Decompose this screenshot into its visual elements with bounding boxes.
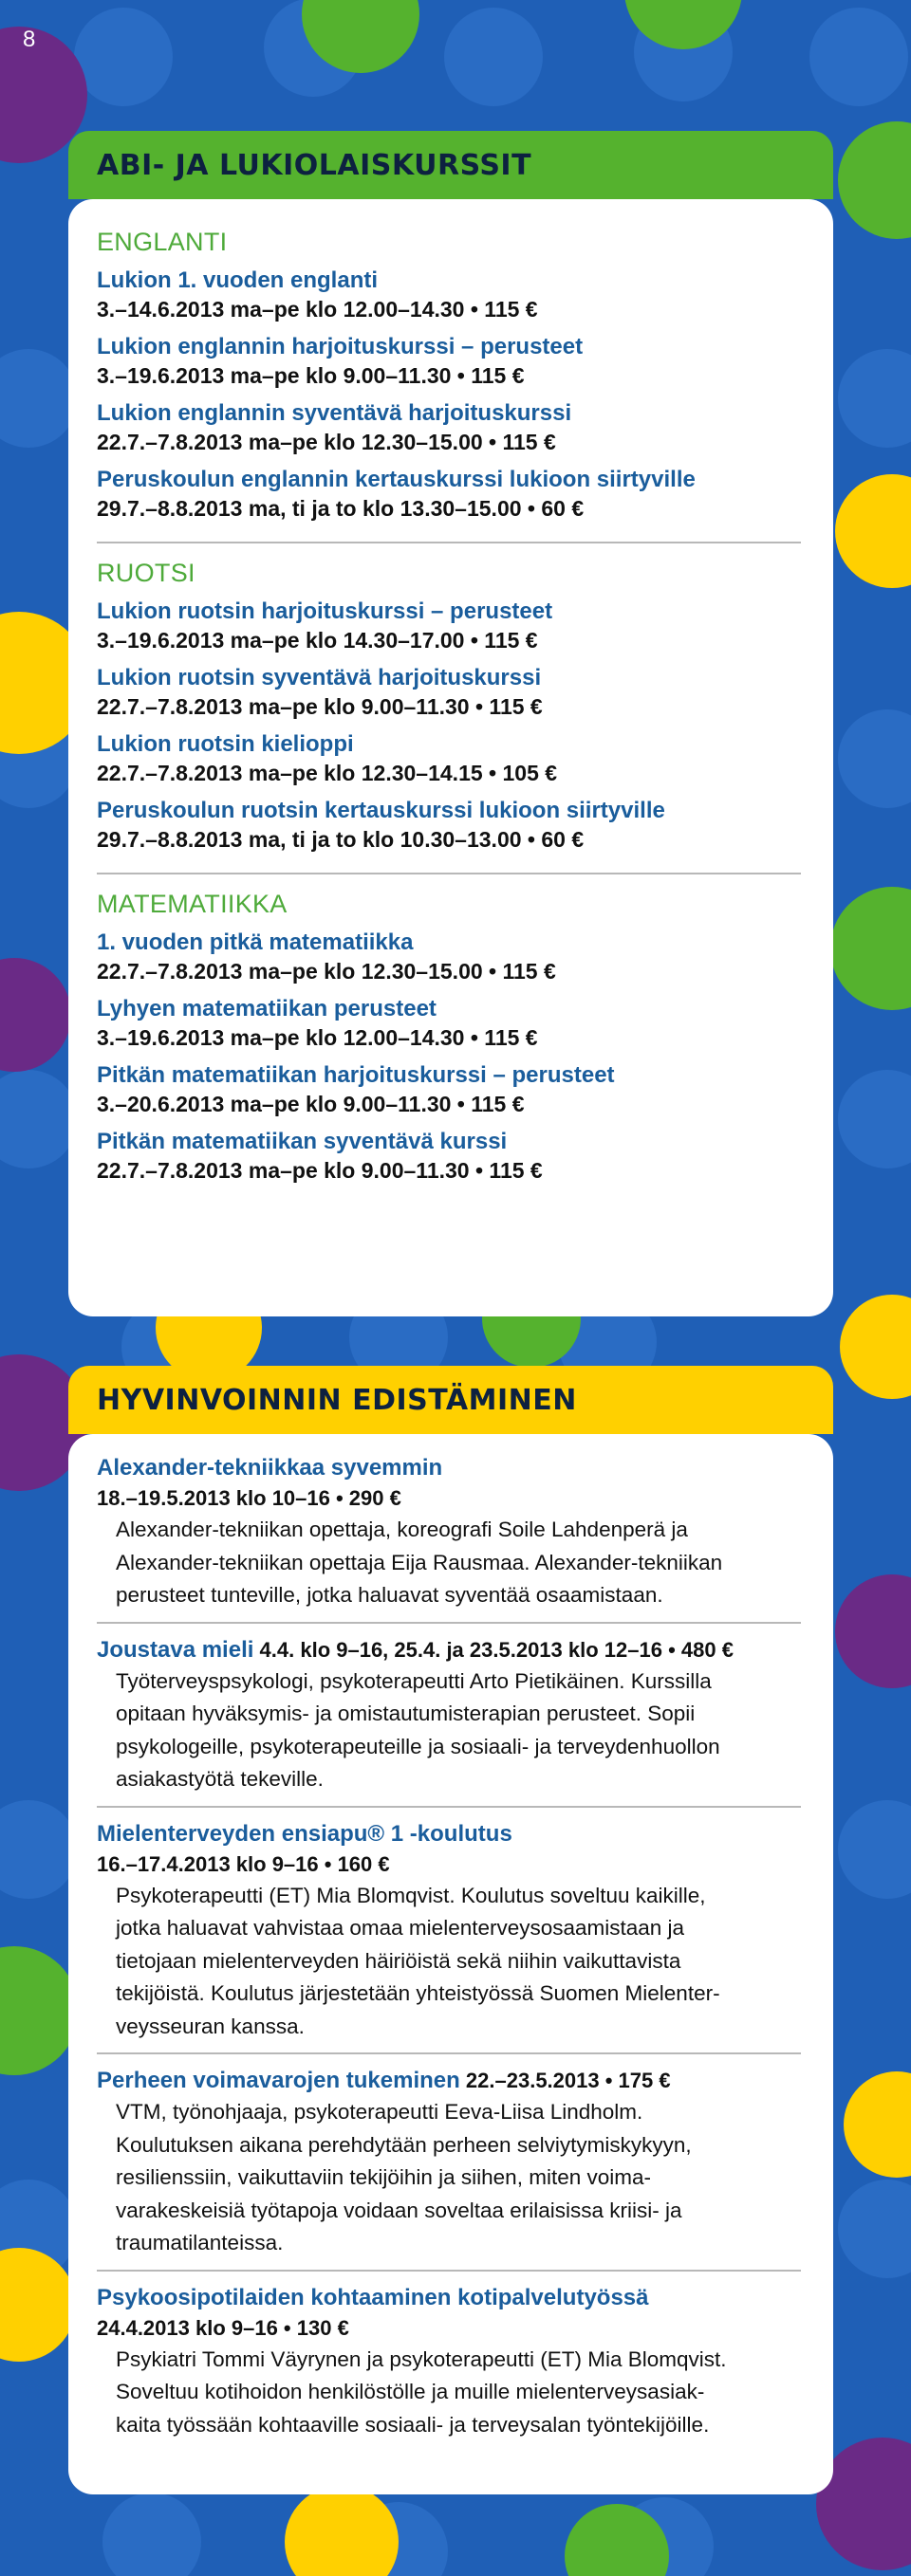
description-line: Työterveyspsykologi, psykoterapeutti Arto Pietikäinen. Kurssilla [116, 1668, 712, 1693]
divider [97, 542, 801, 543]
course-title: Peruskoulun ruotsin kertauskurssi lukioon siirtyville [97, 798, 665, 823]
course-heading-line [97, 2283, 801, 2313]
course-description [97, 1880, 801, 2044]
course-heading-line [97, 1453, 801, 1483]
description-line: psykologeille, psykoterapeuteille ja sosiaali- ja terveydenhuollon [116, 1734, 720, 1758]
page-number: 8 [23, 27, 36, 52]
course-meta: 22.7.–7.8.2013 ma–pe klo 12.30–15.00 • 115 € [97, 430, 556, 454]
course-description [97, 2096, 801, 2260]
course-title: Alexander-tekniikkaa syvemmin [97, 1455, 443, 1481]
course-meta: 22.7.–7.8.2013 ma–pe klo 9.00–11.30 • 115 € [97, 694, 543, 719]
course-title: Pitkän matematiikan harjoituskurssi – perusteet [97, 1062, 615, 1088]
course-title: Lukion englannin syventävä harjoituskurssi [97, 400, 572, 426]
course-meta: 3.–14.6.2013 ma–pe klo 12.00–14.30 • 115 € [97, 297, 538, 322]
description-line: traumatilanteissa. [116, 2231, 284, 2254]
course-meta: 16.–17.4.2013 klo 9–16 • 160 € [97, 1851, 390, 1876]
description-line: varakeskeisiä työtapoja voidaan soveltaa erilaisissa kriisi- ja [116, 2198, 682, 2222]
description-line: VTM, työnohjaaja, psykoterapeutti Eeva-Liisa Lindholm. [116, 2100, 643, 2124]
course-meta: 18.–19.5.2013 klo 10–16 • 290 € [97, 1486, 401, 1510]
description-line: Alexander-tekniikan opettaja Eija Rausmaa. Alexander-tekniikan [116, 1550, 723, 1574]
course-title: Lukion ruotsin harjoituskurssi – perusteet [97, 598, 553, 624]
course-title: Peruskoulun englannin kertauskurssi lukioon siirtyville [97, 467, 696, 492]
description-line: Psykoterapeutti (ET) Mia Blomqvist. Koulutus soveltuu kaikille, [116, 1883, 706, 1907]
description-line: jotka haluavat vahvistaa omaa mielenterveysosaamistaan ja [116, 1916, 685, 1940]
course-meta: 3.–19.6.2013 ma–pe klo 14.30–17.00 • 115 € [97, 628, 538, 653]
course-title: Pitkän matematiikan syventävä kurssi [97, 1129, 508, 1154]
course-title: Perheen voimavarojen tukeminen [97, 2068, 460, 2093]
description-line: tietojaan mielenterveyden häiriöistä sekä niihin vaikuttavista [116, 1948, 681, 1973]
course-item [97, 1453, 801, 1622]
category-heading: ENGLANTI [97, 228, 228, 256]
course-item [97, 2270, 801, 2452]
course-heading-line [97, 2066, 801, 2096]
course-description [97, 1665, 801, 1796]
course-meta: 22.7.–7.8.2013 ma–pe klo 9.00–11.30 • 115 € [97, 1158, 543, 1183]
course-heading-line [97, 1819, 801, 1849]
course-title: Lukion englannin harjoituskurssi – perusteet [97, 334, 584, 359]
course-inline-meta: 22.–23.5.2013 • 175 € [459, 2069, 671, 2092]
course-title: Lukion ruotsin kielioppi [97, 731, 354, 757]
course-description [97, 2344, 801, 2442]
description-line: opitaan hyväksymis- ja omistautumisterapian perusteet. Sopii [116, 1702, 696, 1725]
course-title: Psykoosipotilaiden kohtaaminen kotipalvelutyössä [97, 2284, 649, 2310]
course-title: 1. vuoden pitkä matematiikka [97, 929, 414, 955]
course-title: Joustava mieli [97, 1636, 254, 1663]
course-title: Mielenterveyden ensiapu® 1 -koulutus [97, 1820, 512, 1847]
description-line: perusteet tunteville, jotka haluavat syventää osaamistaan. [116, 1583, 663, 1607]
description-line: Alexander-tekniikan opettaja, koreografi Soile Lahdenperä ja [116, 1518, 688, 1541]
description-line: Psykiatri Tommi Väyrynen ja psykoterapeutti (ET) Mia Blomqvist. [116, 2346, 727, 2371]
description-line: Soveltuu kotihoidon henkilöstölle ja muille mielenterveysasiak- [116, 2380, 705, 2403]
course-title: Lyhyen matematiikan perusteet [97, 996, 437, 1021]
course-meta: 29.7.–8.8.2013 ma, ti ja to klo 13.30–15.00 • 60 € [97, 496, 585, 521]
course-meta: 29.7.–8.8.2013 ma, ti ja to klo 10.30–13.00 • 60 € [97, 827, 585, 852]
description-line: kaita työssään kohtaaville sosiaali- ja terveysalan työntekijöille. [116, 2412, 710, 2437]
course-heading-line [97, 1635, 801, 1665]
course-meta: 24.4.2013 klo 9–16 • 130 € [97, 2315, 349, 2340]
description-line: asiakastyötä tekeville. [116, 1767, 324, 1791]
description-line: tekijöistä. Koulutus järjestetään yhteistyössä Suomen Mielenter- [116, 1981, 720, 2005]
divider [97, 873, 801, 874]
course-meta: 22.7.–7.8.2013 ma–pe klo 12.30–14.15 • 105 € [97, 761, 558, 785]
course-meta: 3.–19.6.2013 ma–pe klo 9.00–11.30 • 115 € [97, 363, 525, 388]
section-heading-abi-lukiolaiskurssit: ABI- JA LUKIOLAISKURSSIT [68, 131, 833, 199]
course-item [97, 2052, 801, 2270]
course-card-hyvinvointi [68, 1434, 833, 2494]
course-meta: 3.–19.6.2013 ma–pe klo 12.00–14.30 • 115 € [97, 1025, 538, 1050]
description-line: resilienssiin, vaikuttaviin tekijöihin ja siihen, miten voima- [116, 2165, 651, 2189]
category-heading: MATEMATIIKKA [97, 890, 288, 918]
course-title: Lukion 1. vuoden englanti [97, 267, 379, 293]
section-heading-hyvinvoinnin-edistaminen: HYVINVOINNIN EDISTÄMINEN [68, 1366, 833, 1434]
course-meta: 3.–20.6.2013 ma–pe klo 9.00–11.30 • 115 € [97, 1092, 525, 1116]
description-line: veysseuran kanssa. [116, 2014, 305, 2038]
course-inline-meta: 4.4. klo 9–16, 25.4. ja 23.5.2013 klo 12–16 • 480 € [253, 1637, 734, 1662]
description-line: Koulutuksen aikana perehdytään perheen selviytymiskykyyn, [116, 2132, 692, 2157]
course-item [97, 1806, 801, 2053]
category-heading: RUOTSI [97, 559, 195, 587]
course-item [97, 1622, 801, 1806]
course-meta: 22.7.–7.8.2013 ma–pe klo 12.30–15.00 • 115 € [97, 959, 556, 984]
course-description [97, 1514, 801, 1612]
course-title: Lukion ruotsin syventävä harjoituskurssi [97, 665, 542, 690]
course-card-abi-lukio [68, 199, 833, 1316]
